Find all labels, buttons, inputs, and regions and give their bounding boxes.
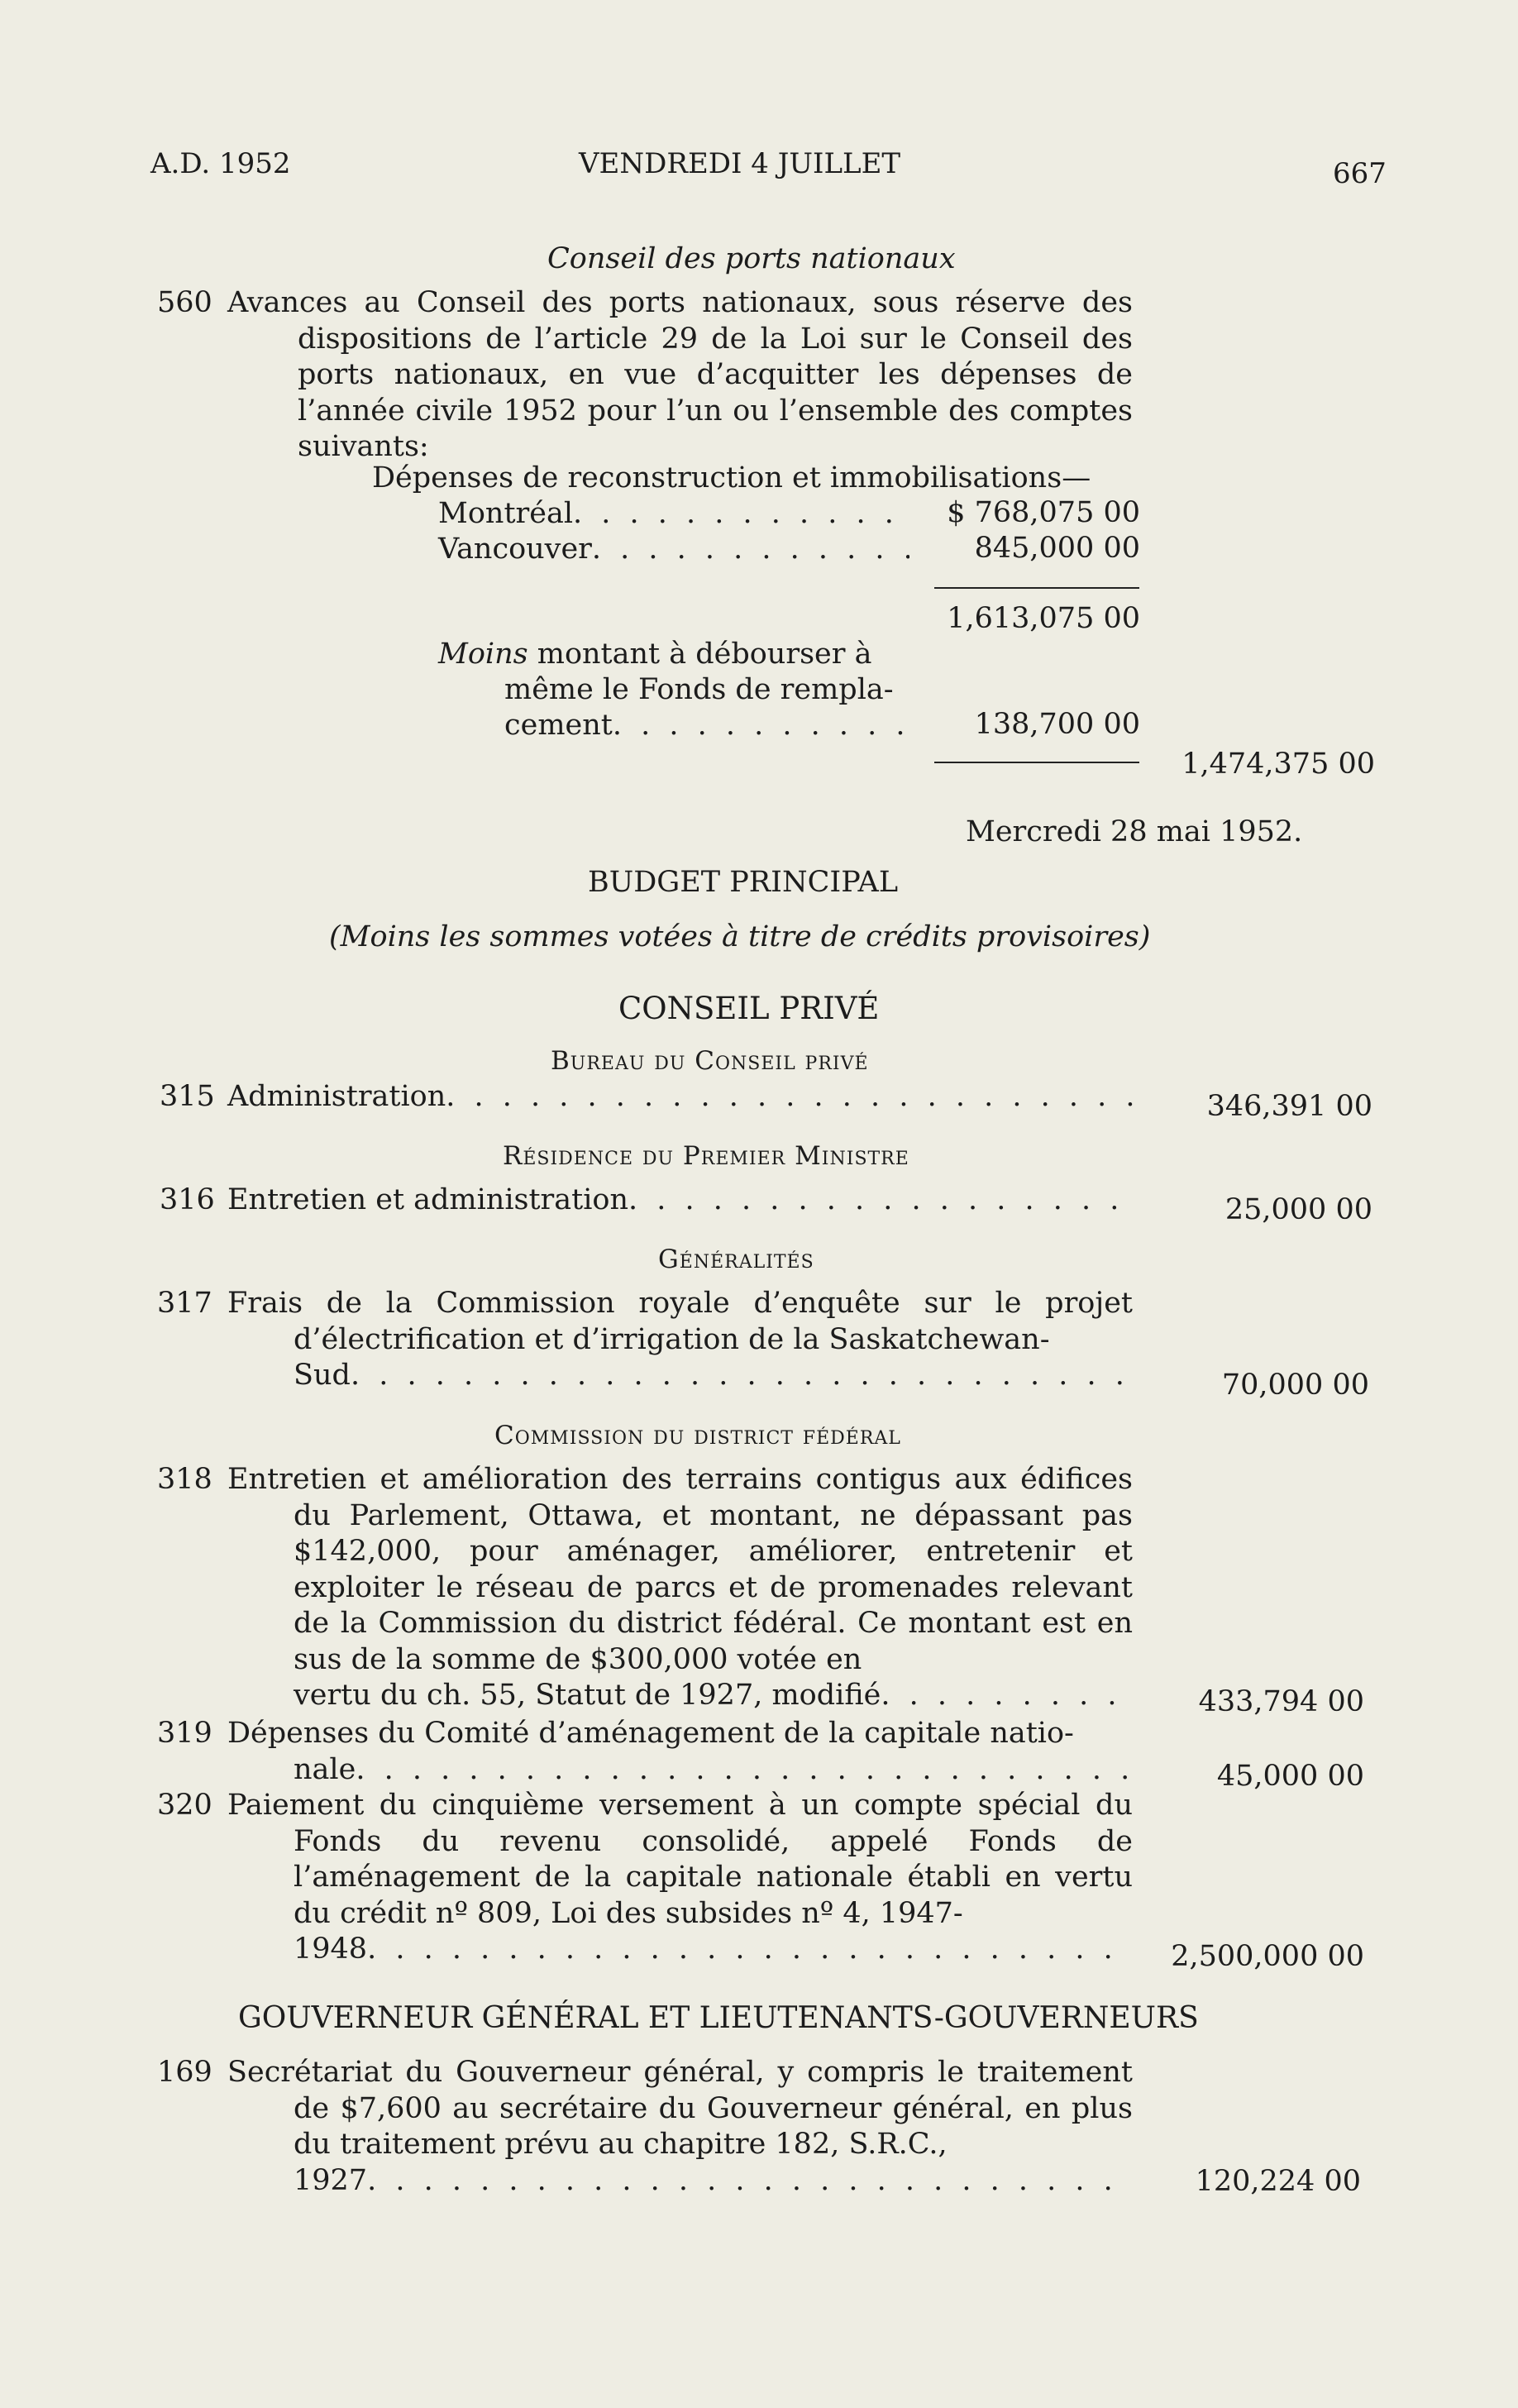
total-rule [934, 762, 1139, 763]
ports-total: 1,474,375 00 [1181, 748, 1375, 781]
item-number: 318 [157, 1463, 212, 1496]
item-169-last: 1927 [294, 2163, 368, 2197]
dot-leader [351, 1358, 1133, 1394]
dot-leader [628, 1182, 1133, 1218]
item-text: Dépenses du Comité d’aménagement de la capitale natio- [227, 1717, 1074, 1750]
dot-leader [573, 496, 909, 532]
subtotal-rule [934, 587, 1139, 589]
vancouver-label: Vancouver [438, 533, 592, 566]
item-317-last: Sud [294, 1359, 351, 1392]
vancouver-line [438, 532, 909, 567]
item-318-last-line [294, 1678, 1133, 1714]
item-315-text: Administration [227, 1080, 446, 1113]
item-560 [157, 285, 1133, 466]
item-319 [157, 1716, 1133, 1788]
section-heading-ports: Conseil des ports nationaux [547, 242, 956, 275]
item-number: 319 [157, 1717, 212, 1750]
item-text: Secrétariat du Gouverneur général, y compris le traitement de $7,600 au secrétaire du Gouverneur général, en plus du traitement prévu au chapitre 182, S.R.C., [227, 2056, 1133, 2161]
item-316-line [227, 1182, 1133, 1218]
header-date: VENDREDI 4 JUILLET [579, 147, 901, 180]
item-319-amount: 45,000 00 [1216, 1760, 1364, 1793]
item-text: Avances au Conseil des ports nationaux, sous réserve des dispositions de l’article 29 de la Loi sur le Conseil des ports nationaux, en vue d’acquitter les dépenses de l’année civile 1952 pour l’un ou l’ensemble des comptes suivants: [227, 286, 1133, 463]
dot-leader [881, 1678, 1133, 1714]
item-316-amount: 25,000 00 [1224, 1193, 1372, 1226]
conseil-prive-title: CONSEIL PRIVÉ [618, 991, 880, 1026]
item-318-amount: 433,794 00 [1198, 1685, 1364, 1718]
montreal-amount: $ 768,075 00 [947, 496, 1140, 529]
item-169-amount: 120,224 00 [1195, 2165, 1361, 2198]
header-year: A.D. 1952 [150, 147, 291, 180]
item-number: 320 [157, 1789, 212, 1822]
item-169-last-line [294, 2163, 1133, 2200]
item-319-last-line [294, 1752, 1133, 1789]
dot-leader [592, 532, 909, 567]
item-320 [157, 1788, 1133, 1968]
item-315-amount: 346,391 00 [1206, 1090, 1372, 1123]
ports-subtotal: 1,613,075 00 [947, 602, 1140, 635]
gouverneur-title: GOUVERNEUR GÉNÉRAL ET LIEUTENANTS-GOUVERNEURS [238, 2001, 1199, 2035]
district-heading: Commission du district fédéral [494, 1421, 901, 1450]
item-316-text: Entretien et administration [227, 1183, 629, 1216]
item-169 [157, 2055, 1133, 2199]
item-315-number: 315 [160, 1080, 215, 1113]
item-number: 317 [157, 1287, 212, 1320]
ports-sub-heading: Dépenses de reconstruction et immobilisations— [372, 461, 1091, 494]
moins-rest: montant à débourser à [537, 638, 872, 671]
montreal-line [438, 496, 909, 532]
item-320-last-line [294, 1932, 1133, 1968]
item-317 [157, 1286, 1133, 1394]
item-320-last: 1948 [294, 1933, 368, 1966]
residence-heading: Résidence du Premier Ministre [503, 1141, 909, 1171]
item-318 [157, 1462, 1133, 1714]
moins-line-3 [504, 708, 909, 743]
dot-leader [613, 708, 909, 743]
moins-line-2: même le Fonds de rempla- [504, 673, 894, 706]
dot-leader [446, 1079, 1133, 1115]
item-317-last-line [294, 1358, 1133, 1394]
item-text: Entretien et amélioration des terrains contigus aux édifices du Parlement, Ottawa, et montant, ne dépassant pas $142,000, pour aménager, améliorer, entretenir et exploiter le réseau de parcs et de promenades relevant de la Commission du district fédéral. Ce montant est en sus de la somme de $300,000 votée en [227, 1463, 1133, 1676]
item-text: Paiement du cinquième versement à un compte spécial du Fonds du revenu consolidé, appelé Fonds de l’aménagement de la capitale nationale établi en vertu du crédit nº 809, Loi des subsides nº 4, 1947- [227, 1789, 1133, 1930]
item-316-number: 316 [160, 1183, 215, 1216]
moins-label: cement [504, 709, 613, 742]
moins-amount: 138,700 00 [974, 708, 1140, 741]
dot-leader [367, 1932, 1133, 1968]
moins-italic: Moins [438, 638, 528, 671]
date-note: Mercredi 28 mai 1952. [966, 815, 1303, 848]
dot-leader [367, 2163, 1133, 2200]
page-number: 667 [1333, 157, 1387, 190]
budget-title: BUDGET PRINCIPAL [588, 866, 899, 899]
item-text: Frais de la Commission royale d’enquête sur le projet d’électrification et d’irrigation de la Saskatchewan- [227, 1287, 1133, 1356]
montreal-label: Montréal [438, 497, 574, 530]
item-number: 169 [157, 2056, 212, 2089]
item-319-last: nale [294, 1752, 356, 1786]
item-317-amount: 70,000 00 [1221, 1369, 1369, 1402]
item-315-line [227, 1079, 1133, 1115]
vancouver-amount: 845,000 00 [974, 532, 1140, 565]
generalites-heading: Généralités [658, 1245, 814, 1274]
dot-leader [356, 1752, 1133, 1789]
item-number: 560 [157, 286, 212, 319]
moins-line-1 [438, 637, 871, 672]
item-320-amount: 2,500,000 00 [1171, 1940, 1364, 1973]
item-318-last: vertu du ch. 55, Statut de 1927, modifié [294, 1679, 881, 1712]
bureau-heading: Bureau du Conseil privé [551, 1046, 869, 1076]
budget-subtitle: (Moins les sommes votées à titre de crédits provisoires) [329, 920, 1151, 953]
